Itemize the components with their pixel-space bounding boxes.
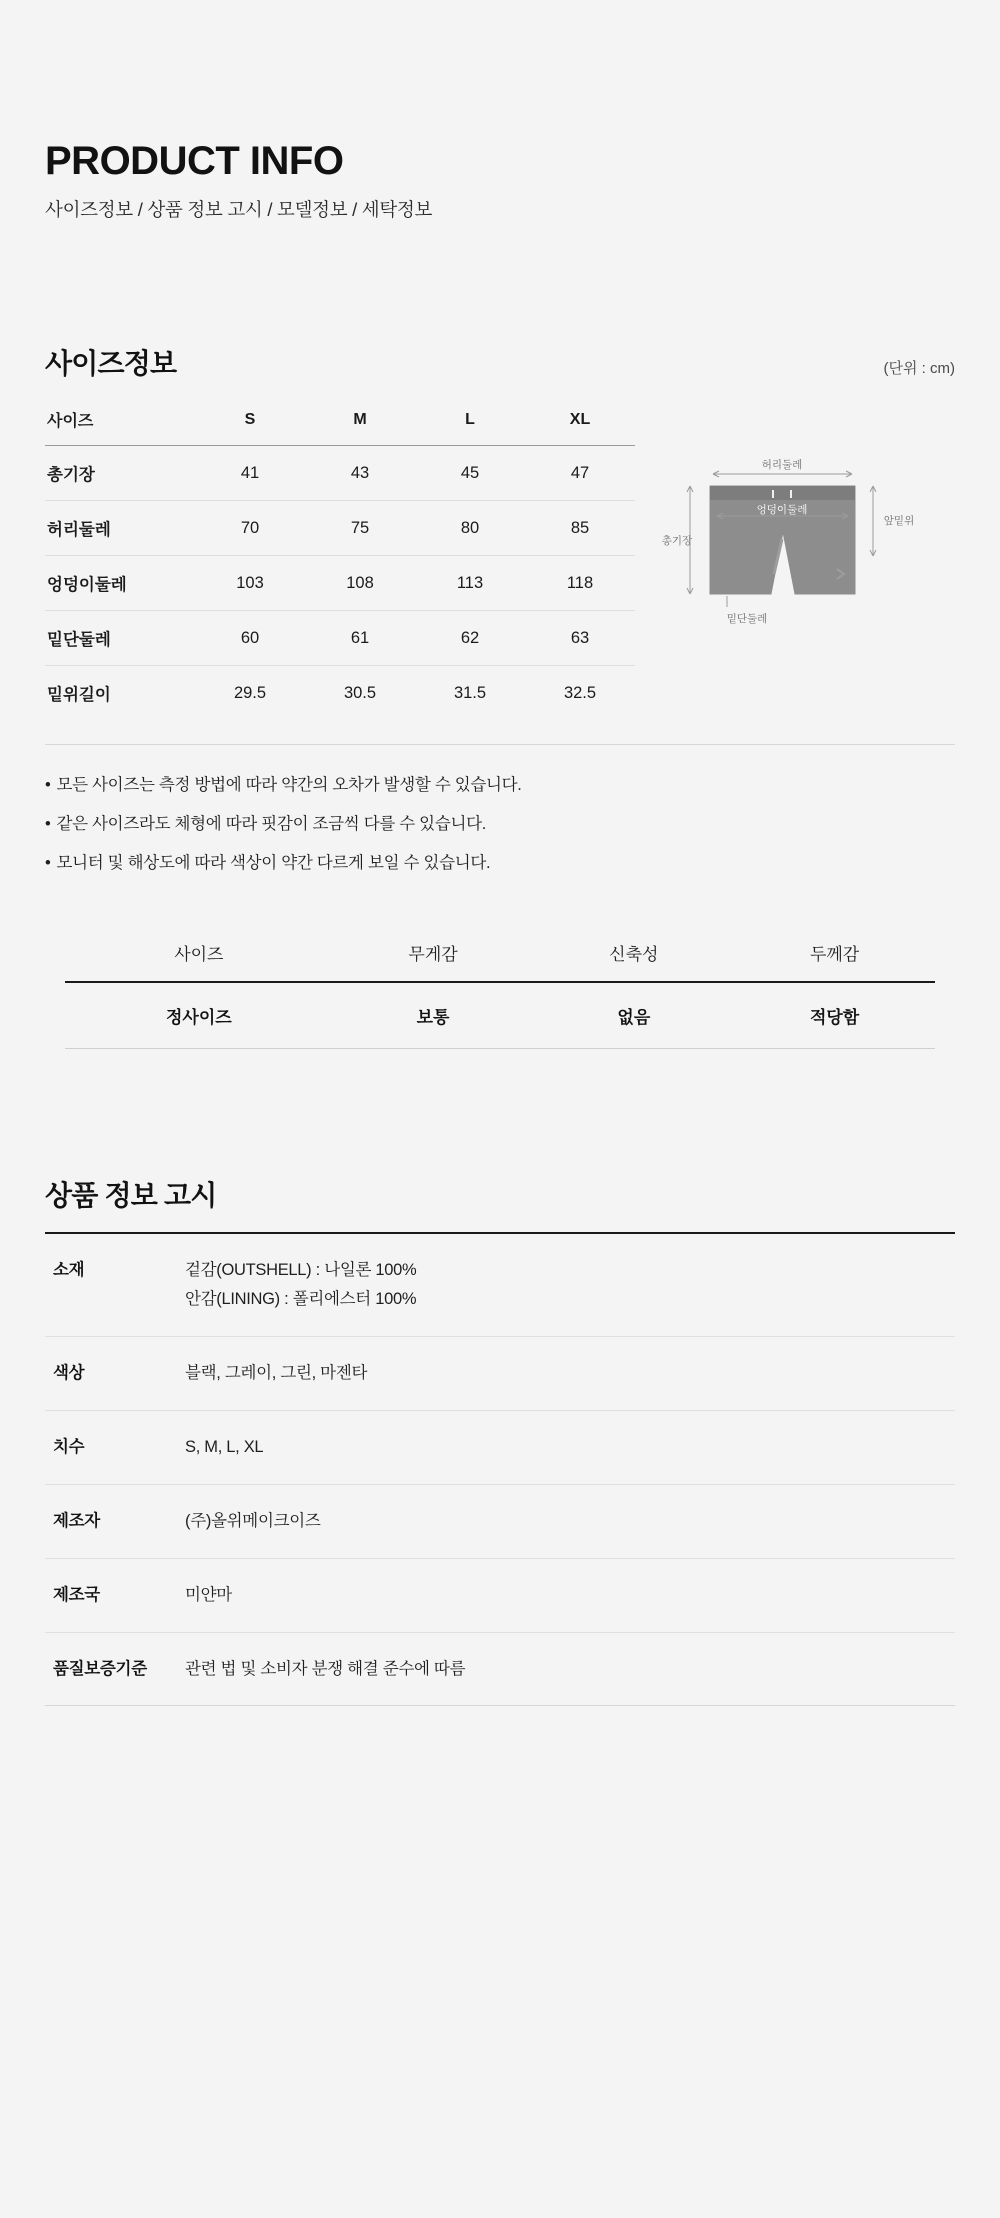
fit-info-wrap	[45, 930, 955, 1049]
size-unit-note: (단위 : cm)	[883, 360, 955, 377]
fit-table-body	[65, 982, 935, 1049]
size-cell: 45	[460, 463, 480, 482]
fit-cell: 없음	[617, 1008, 651, 1028]
size-row-label: 총기장	[47, 466, 95, 484]
notice-row-value	[185, 1337, 955, 1411]
fit-cell: 정사이즈	[165, 1008, 232, 1028]
size-cell: 75	[350, 518, 370, 537]
fit-cell: 적당함	[809, 1008, 860, 1028]
size-cell: 30.5	[343, 683, 377, 702]
size-table-header-row	[45, 404, 635, 446]
notice-value-line: 관련 법 및 소비자 분쟁 해결 준수에 따름	[185, 1659, 466, 1678]
notice-row-label: 제조국	[53, 1585, 100, 1604]
table-row	[45, 1484, 955, 1558]
notice-row-value	[185, 1558, 955, 1632]
size-col-header-3: L	[465, 410, 475, 428]
size-row-label: 밑위길이	[47, 686, 111, 704]
size-cell: 62	[460, 628, 480, 647]
size-cell: 61	[350, 628, 370, 647]
bottom-spacer	[45, 1706, 955, 1866]
size-cell: 31.5	[453, 683, 487, 702]
size-row-label: 밑단둘레	[47, 631, 111, 649]
product-notice-title: 상품 정보 고시	[45, 1180, 217, 1212]
bullet-icon: •	[45, 853, 51, 872]
table-row	[45, 1632, 955, 1706]
size-cell: 60	[240, 628, 260, 647]
page-title: PRODUCT INFO	[45, 139, 344, 183]
size-cell: 47	[570, 463, 590, 482]
product-notice-table	[45, 1234, 955, 1706]
notice-row-label: 제조자	[53, 1511, 100, 1530]
size-info-header	[45, 342, 955, 382]
notice-value-line: (주)올위메이크이즈	[185, 1511, 321, 1530]
size-cell: 41	[240, 463, 260, 482]
table-row	[45, 666, 635, 721]
size-cell: 29.5	[233, 683, 267, 702]
size-cell: 32.5	[563, 683, 597, 702]
size-table-body	[45, 446, 635, 721]
diagram-label-total-length: 총기장	[661, 535, 693, 547]
notice-row-label: 품질보증기준	[53, 1659, 147, 1678]
size-cell: 70	[240, 518, 260, 537]
bullet-icon: •	[45, 776, 51, 794]
note-text: 같은 사이즈라도 체형에 따라 핏감이 조금씩 다를 수 있습니다.	[56, 814, 487, 833]
diagram-label-waist: 허리둘레	[761, 459, 803, 471]
product-notice-body	[45, 1234, 955, 1706]
page-subtitle: 사이즈정보 / 상품 정보 고시 / 모델정보 / 세탁정보	[45, 199, 433, 220]
table-row	[45, 556, 635, 611]
fit-table-head	[65, 930, 935, 982]
notice-row-label: 치수	[53, 1437, 85, 1456]
diagram-label-hem: 밑단둘레	[726, 613, 768, 625]
table-row	[45, 1558, 955, 1632]
diagram-label-front-rise: 앞밑위	[883, 515, 915, 527]
table-row	[45, 1234, 955, 1336]
size-row-label: 엉덩이둘레	[47, 576, 127, 594]
table-row	[45, 611, 635, 666]
size-cell: 85	[570, 518, 590, 537]
notice-row-label: 소재	[53, 1261, 85, 1280]
shorts-measurement-diagram	[655, 444, 955, 694]
size-cell: 43	[350, 463, 370, 482]
table-row	[65, 982, 935, 1049]
fit-col-header-1: 무게감	[408, 945, 458, 965]
size-col-header-4: XL	[569, 410, 591, 428]
size-cell: 63	[570, 628, 590, 647]
notice-value-line: S, M, L, XL	[185, 1437, 264, 1456]
list-item	[45, 812, 955, 837]
size-table-head	[45, 404, 635, 446]
notice-row-value	[185, 1632, 955, 1706]
note-text: 모니터 및 해상도에 따라 색상이 약간 다르게 보일 수 있습니다.	[56, 853, 491, 872]
diagram-label-hip: 엉덩이둘레	[756, 504, 808, 516]
fit-cell: 보통	[416, 1008, 450, 1028]
size-table	[45, 404, 635, 720]
page-header	[45, 0, 955, 222]
notice-row-value	[185, 1234, 955, 1336]
size-section-divider	[45, 744, 955, 745]
notice-value-line: 블랙, 그레이, 그린, 마젠타	[185, 1364, 368, 1382]
notice-value-line: 안감(LINING) : 폴리에스터 100%	[185, 1290, 417, 1309]
notice-row-label: 색상	[53, 1364, 85, 1382]
size-notes	[45, 773, 955, 875]
size-row-label: 허리둘레	[47, 521, 111, 539]
size-info-section	[45, 342, 955, 1049]
notice-row-value	[185, 1410, 955, 1484]
list-item	[45, 773, 955, 798]
size-cell: 113	[456, 573, 484, 592]
note-text: 모든 사이즈는 측정 방법에 따라 약간의 오차가 발생할 수 있습니다.	[56, 776, 522, 794]
size-cell: 118	[566, 573, 594, 592]
table-row	[45, 501, 635, 556]
table-row	[45, 1337, 955, 1411]
bullet-icon: •	[45, 814, 51, 833]
size-col-header-1: S	[244, 410, 256, 428]
fit-col-header-3: 두께감	[809, 945, 860, 965]
list-item	[45, 851, 955, 876]
product-notice-section	[45, 1174, 955, 1706]
shorts-icon	[710, 486, 855, 594]
notice-value-line: 겉감(OUTSHELL) : 나일론 100%	[185, 1261, 417, 1280]
notice-row-value	[185, 1484, 955, 1558]
size-cell: 103	[236, 573, 264, 592]
notice-value-line: 미얀마	[185, 1585, 232, 1604]
size-col-header-0: 사이즈	[47, 413, 94, 430]
table-row	[45, 1410, 955, 1484]
fit-col-header-2: 신축성	[609, 945, 659, 965]
size-col-header-2: M	[353, 410, 367, 428]
fit-col-header-0: 사이즈	[174, 945, 224, 965]
size-info-title: 사이즈정보	[45, 348, 177, 379]
size-cell: 108	[346, 573, 374, 592]
size-cell: 80	[460, 518, 480, 537]
fit-table	[65, 930, 935, 1049]
table-row	[45, 446, 635, 501]
fit-table-header-row	[65, 930, 935, 982]
